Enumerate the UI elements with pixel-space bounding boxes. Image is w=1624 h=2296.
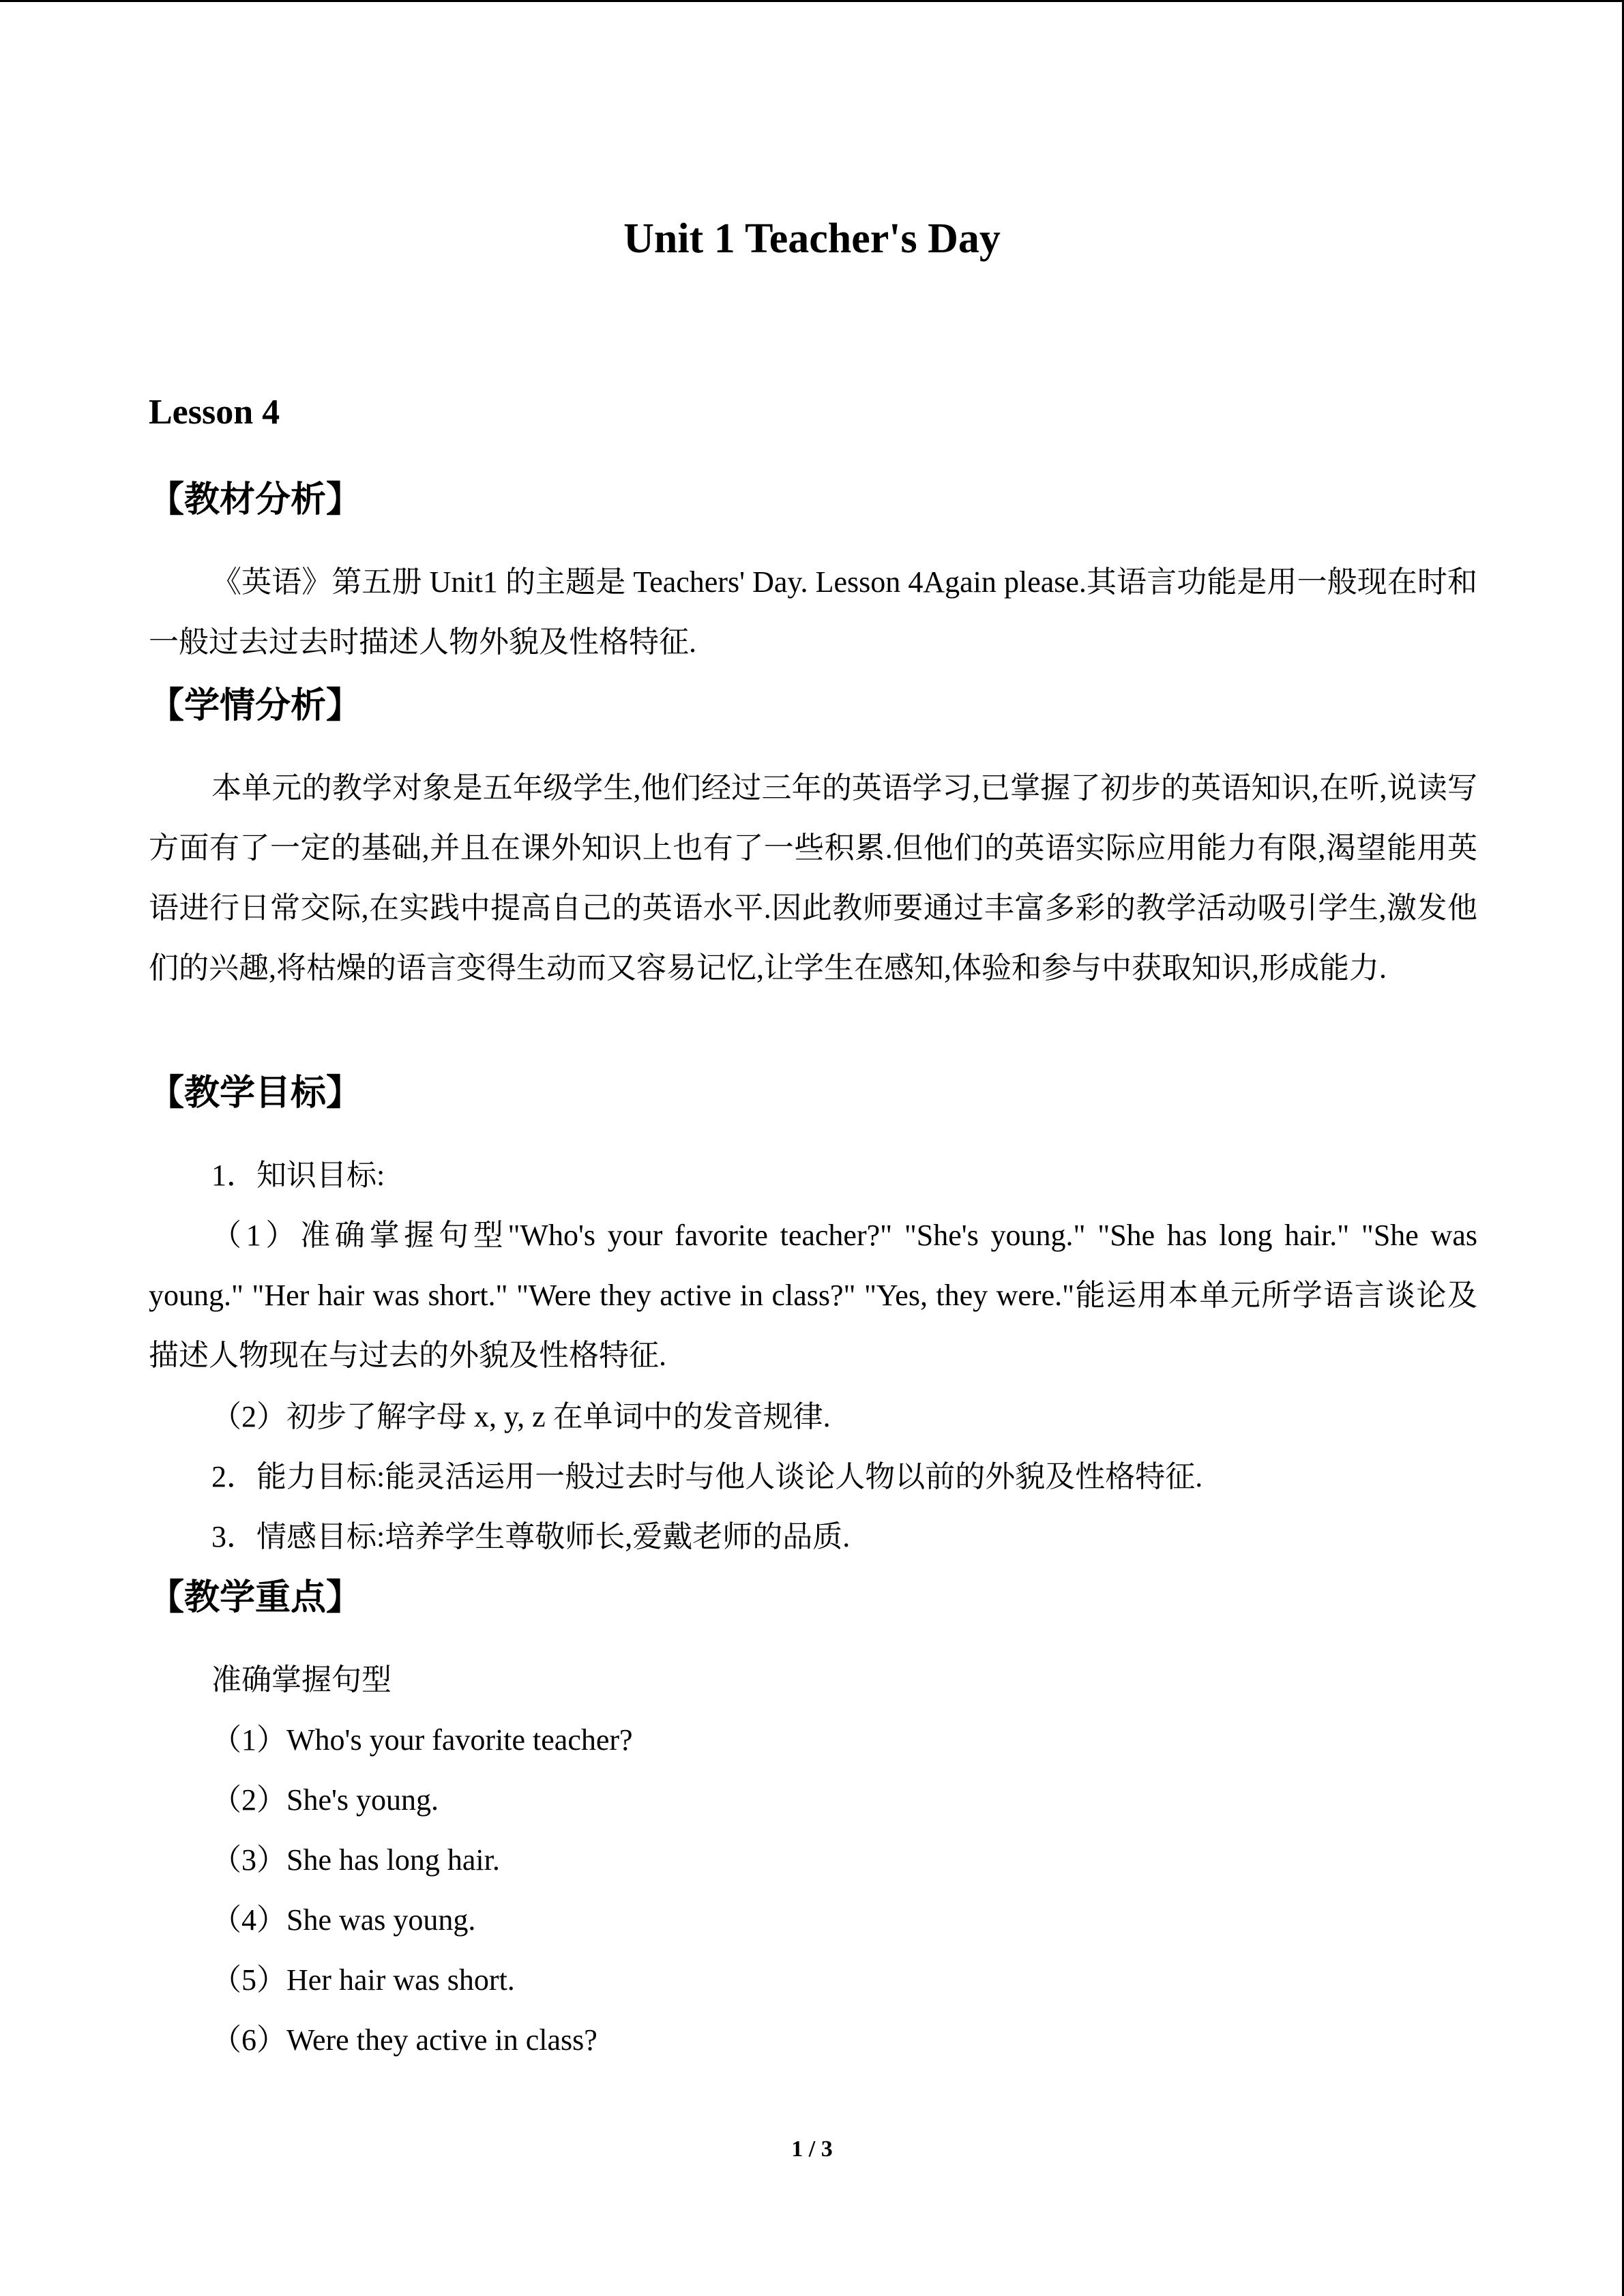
paragraph-textbook-analysis: 《英语》第五册 Unit1 的主题是 Teachers' Day. Lesson 4Again please.其语言功能是用一般现在时和一般过去过去时描述人物外貌及性格特征.	[149, 565, 1477, 659]
section-heading-key-points: 【教学重点】	[149, 1577, 362, 1618]
paragraph-student-analysis: 本单元的教学对象是五年级学生,他们经过三年的英语学习,已掌握了初步的英语知识,在听,说读写方面有了一定的基础,并且在课外知识上也有了一些积累.但他们的英语实际应用能力有限,渴望能用英语进行日常交际,在实践中提高自己的英语水平.因此教师要通过丰富多彩的教学活动吸引学生,激发他们的兴趣,将枯燥的语言变得生动而又容易记忆,让学生在感知,体验和参与中获取知识,形成能力.	[149, 771, 1477, 985]
section-heading-student-analysis: 【学情分析】	[149, 685, 362, 726]
section-heading-textbook-analysis: 【教材分析】	[149, 479, 362, 520]
key-point-item: （5）Her hair was short.	[211, 1963, 515, 1997]
key-points-intro: 准确掌握句型	[211, 1663, 392, 1697]
section-heading-teaching-goals: 【教学目标】	[149, 1073, 362, 1114]
goal-ability: 2．能力目标:能灵活运用一般过去时与他人谈论人物以前的外貌及性格特征.	[211, 1460, 1203, 1493]
goal-knowledge: 1．知识目标:	[211, 1159, 385, 1192]
key-point-item: （3）She has long hair.	[211, 1843, 500, 1877]
goal-knowledge-sub1: （1）准确掌握句型"Who's your favorite teacher?" "She's young." "She has long hair." "She was young." "Her hair was short." "Were they active in class?" "Yes, they were."能运用本单元所学语言谈论及描述人物现在与过去的外貌及性格特征.	[149, 1219, 1477, 1372]
lesson-heading: Lesson 4	[149, 393, 280, 432]
key-point-item: （4）She was young.	[211, 1903, 476, 1937]
key-point-item: （1）Who's your favorite teacher?	[211, 1723, 633, 1757]
key-point-item: （2）She's young.	[211, 1783, 439, 1817]
goal-knowledge-sub2: （2）初步了解字母 x, y, z 在单词中的发音规律.	[211, 1400, 831, 1433]
page-border-top	[0, 0, 1624, 2]
goal-emotion: 3．情感目标:培养学生尊敬师长,爱戴老师的品质.	[211, 1520, 851, 1553]
key-point-item: （6）Were they active in class?	[211, 2023, 597, 2057]
document-title: Unit 1 Teacher's Day	[623, 215, 1001, 262]
page-indicator: 1 / 3	[791, 2136, 833, 2162]
